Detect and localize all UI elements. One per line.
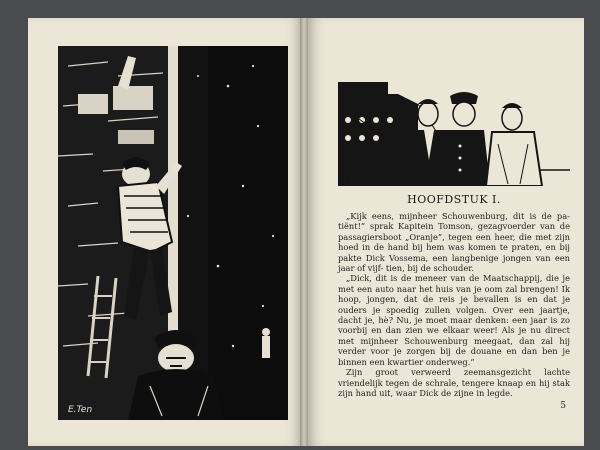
paragraph: Zijn groot verweerd zeemansgezicht lachte vriendelijk tegen de schrale, tengere knaap en hij stak zijn hand uit, waar Dick de zijne in legde. bbox=[338, 367, 570, 398]
night-climbing-illustration bbox=[58, 46, 288, 420]
chapter-body-text bbox=[338, 211, 570, 398]
paragraph: „Kijk eens, mijnheer Schouwenburg, dit is de pa- tiënt!” sprak Kapitein Tomson, gezagvoerder van de passagiersboot „Oranje”, tegen een heer, die met zijn hoed in de hand bij hem was komen te praten, en bij pakte Dick Vossema, een langbenige jongen van een jaar of vijf- tien, bij de schouder. bbox=[338, 211, 570, 274]
chapter-heading: HOOFDSTUK I. bbox=[407, 193, 501, 206]
open-book bbox=[28, 18, 584, 446]
left-page bbox=[28, 18, 302, 446]
page-number: 5 bbox=[560, 401, 566, 411]
right-page bbox=[308, 18, 584, 446]
illustrator-signature: E.Ten bbox=[68, 405, 93, 415]
ship-dock-illustration bbox=[338, 74, 570, 186]
paragraph: „Dick, dit is de meneer van de Maatschappij, die je met een auto naar het huis van je oom zal brengen! Ik hoop, jongen, dat de reis je bevallen is en dat je ouders je spoedig zullen volgen. Over een jaartje, dacht je, hè? Nu, je moet maar denken: een jaar is zo voorbij en dan zien we elkaar weer! Als je nu direct met mijnheer Schouwenburg meegaat, dan zal hij verder voor je zorgen bij de douane en dan ben je binnen een kwartier onderweg.” bbox=[338, 273, 570, 367]
